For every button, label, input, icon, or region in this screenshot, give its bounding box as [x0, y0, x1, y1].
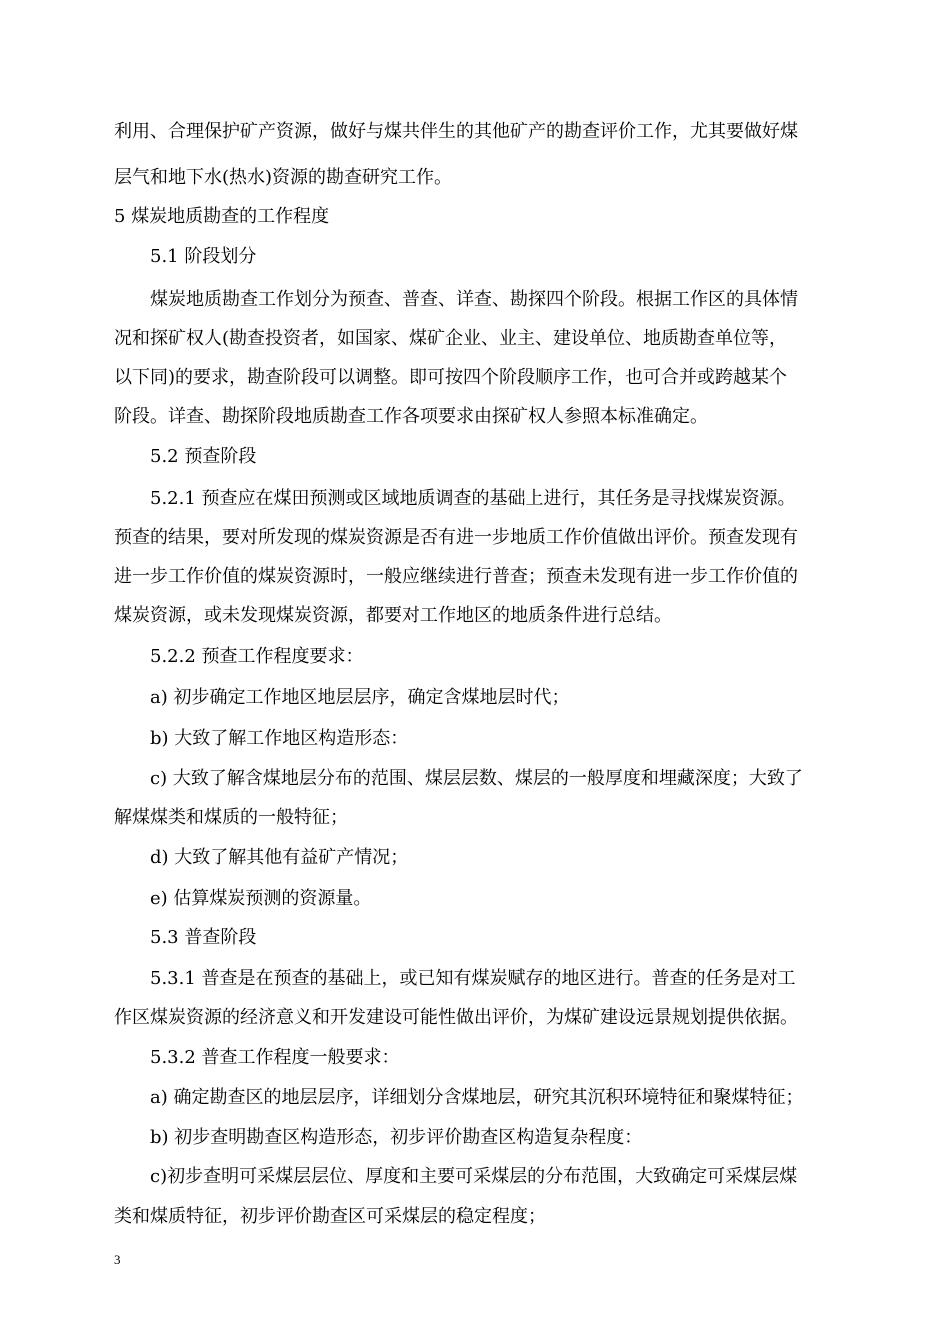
paragraph-line: 作区煤炭资源的经济意义和开发建设可能性做出评价，为煤矿建设远景规划提供依据。 — [114, 1007, 798, 1028]
list-item: a) 确定勘查区的地层层序，详细划分含煤地层，研究其沉积环境特征和聚煤特征； — [150, 1087, 804, 1108]
list-item: e) 估算煤炭预测的资源量。 — [150, 888, 372, 909]
list-item: b) 大致了解工作地区构造形态： — [150, 728, 409, 749]
list-item: a) 初步确定工作地区地层层序，确定含煤地层时代； — [150, 687, 570, 708]
section-heading-5: 5 煤炭地质勘查的工作程度 — [114, 206, 330, 227]
subsection-heading-5-3: 5.3 普查阶段 — [150, 927, 257, 948]
paragraph-line: 预查的结果，要对所发现的煤炭资源是否有进一步地质工作价值做出评价。预查发现有 — [114, 527, 798, 548]
paragraph-line: 层气和地下水(热水)资源的勘查研究工作。 — [114, 167, 453, 188]
list-item: d) 大致了解其他有益矿产情况； — [150, 847, 409, 868]
paragraph-line: 况和探矿权人(勘查投资者，如国家、煤矿企业、业主、建设单位、地质勘查单位等， — [114, 328, 788, 349]
subsection-heading-5-1: 5.1 阶段划分 — [150, 246, 257, 267]
paragraph-line: 以下同)的要求，勘查阶段可以调整。即可按四个阶段顺序工作，也可合并或跨越某个 — [114, 367, 788, 388]
clause-heading-5-3-2: 5.3.2 普查工作程度一般要求： — [150, 1047, 400, 1068]
list-item-continuation: 解煤煤类和煤质的一般特征； — [114, 807, 348, 828]
paragraph-line: 5.2.1 预查应在煤田预测或区域地质调查的基础上进行，其任务是寻找煤炭资源。 — [150, 488, 796, 509]
paragraph-line: 煤炭地质勘查工作划分为预查、普查、详查、勘探四个阶段。根据工作区的具体情 — [150, 289, 798, 310]
list-item-continuation: 类和煤质特征，初步评价勘查区可采煤层的稳定程度； — [114, 1206, 546, 1227]
page-number: 3 — [114, 1252, 121, 1267]
paragraph-line: 煤炭资源，或未发现煤炭资源，都要对工作地区的地质条件进行总结。 — [114, 605, 672, 626]
list-item: c) 大致了解含煤地层分布的范围、煤层层数、煤层的一般厚度和埋藏深度；大致了 — [150, 768, 803, 789]
paragraph-line: 5.3.1 普查是在预查的基础上，或已知有煤炭赋存的地区进行。普查的任务是对工 — [150, 968, 796, 989]
clause-heading-5-2-2: 5.2.2 预查工作程度要求： — [150, 646, 364, 667]
list-item: b) 初步查明勘查区构造形态，初步评价勘查区构造复杂程度： — [150, 1127, 643, 1148]
paragraph-line: 进一步工作价值的煤炭资源时，一般应继续进行普查；预查未发现有进一步工作价值的 — [114, 566, 798, 587]
list-item: c)初步查明可采煤层层位、厚度和主要可采煤层的分布范围，大致确定可采煤层煤 — [150, 1166, 798, 1187]
paragraph-line: 阶段。详查、勘探阶段地质勘查工作各项要求由探矿权人参照本标准确定。 — [114, 406, 708, 427]
subsection-heading-5-2: 5.2 预查阶段 — [150, 446, 257, 467]
paragraph-line: 利用、合理保护矿产资源，做好与煤共伴生的其他矿产的勘查评价工作，尤其要做好煤 — [114, 121, 798, 142]
